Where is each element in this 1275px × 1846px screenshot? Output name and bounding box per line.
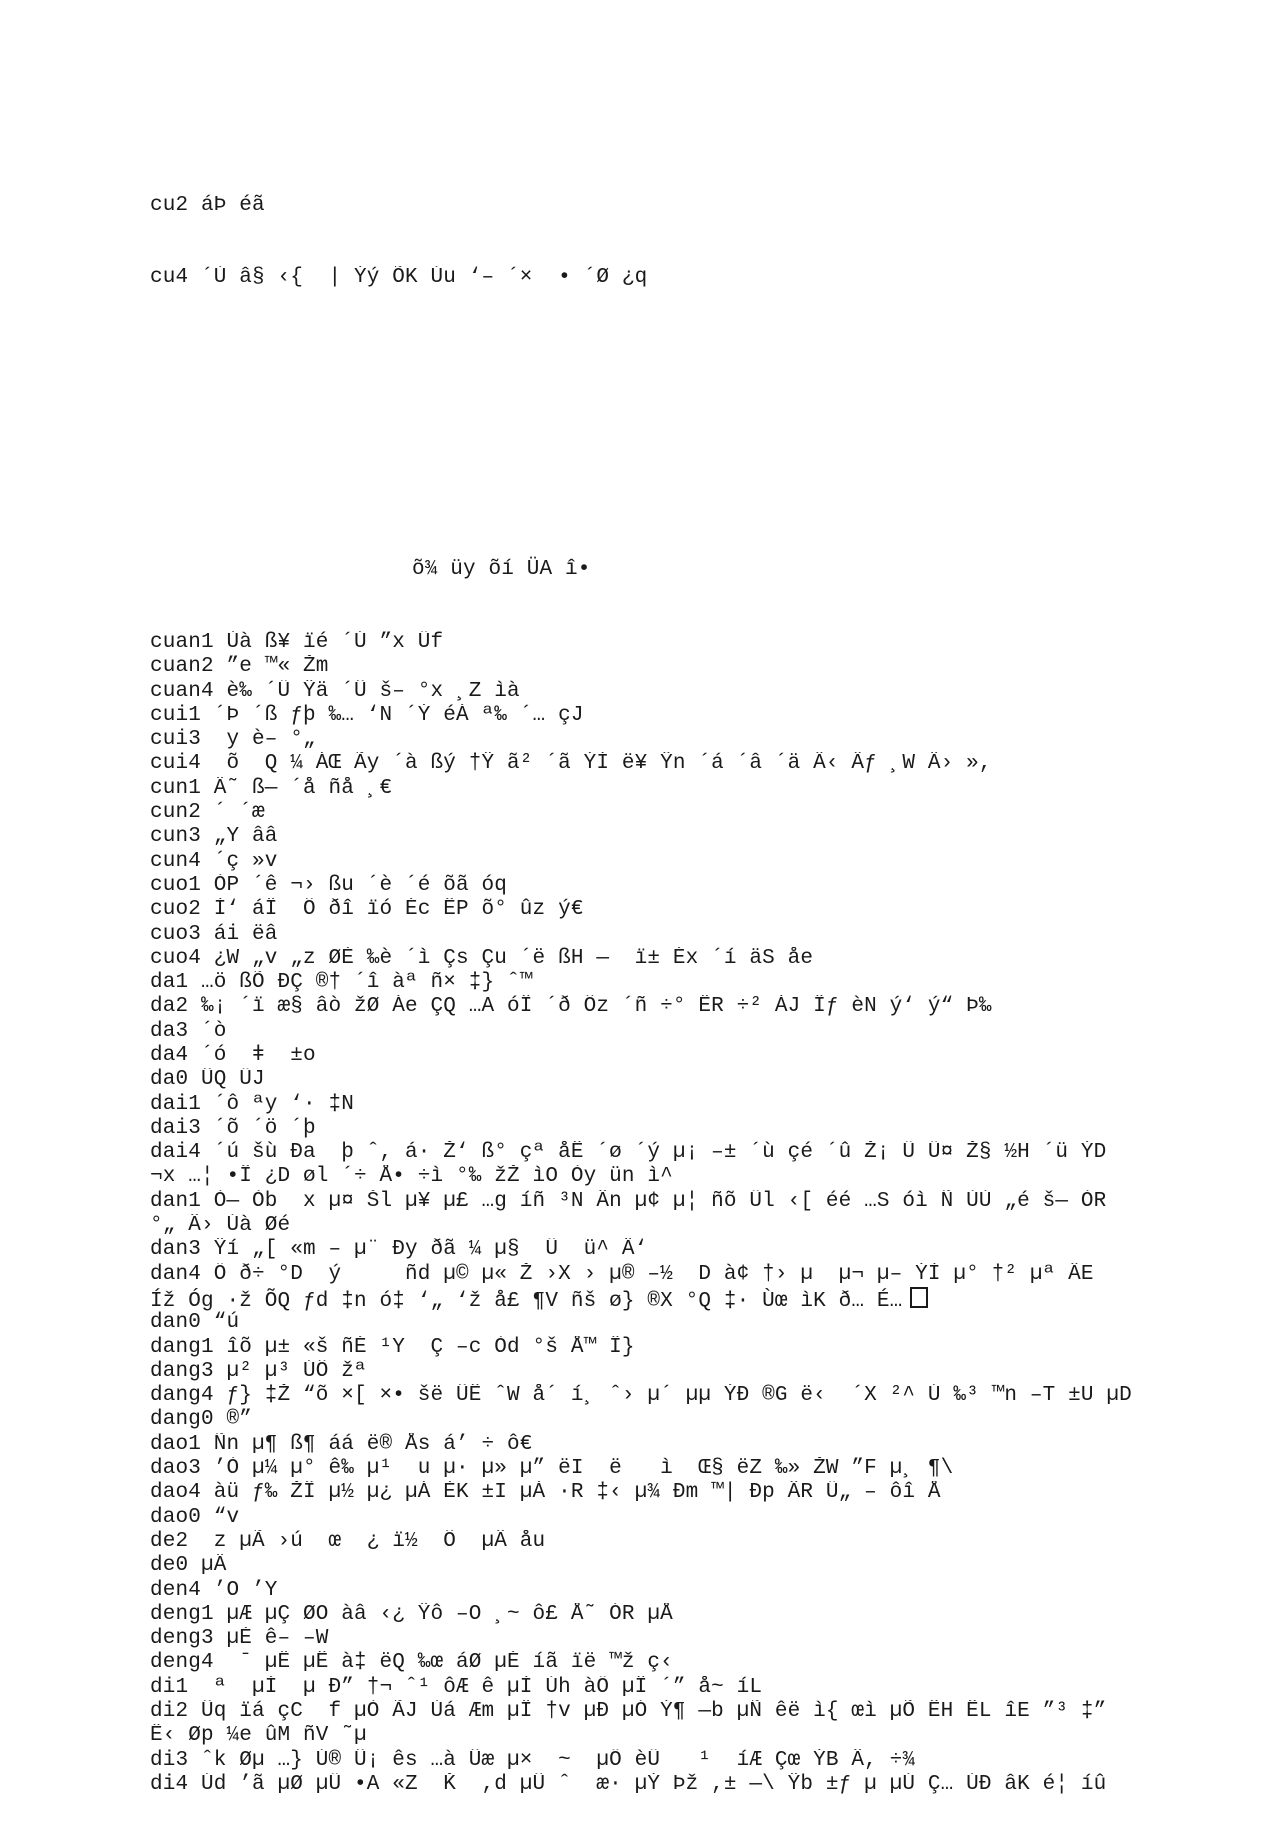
entry-line: di1 ª µÍ µ Ð” †¬ ˆ¹ ôÆ ê µÌ Úh àÖ µÎ ´” å~ íL (150, 1675, 763, 1699)
entry-line: dang1 îõ µ± «š ñÉ ¹Y Ç –c Òd °š Å™ Ï} (150, 1335, 635, 1359)
entry-line: dai3 ´õ ´ö ´þ (150, 1116, 316, 1140)
entry-line: dai1 ´ô ªy ‘· ‡N (150, 1092, 355, 1116)
blank-line (150, 485, 1210, 509)
entry-line: cui1 ´Þ ´ß ƒþ ‰… ‘N ´Ý éÁ ª‰ ´… çJ (150, 703, 584, 727)
blank-line (150, 412, 1210, 436)
entry-line: di4 Úd ’ã µØ µÜ •A «Z Ǩ ,d µÛ ˆ¯ æ· µÝ Þž ,± —\ Ÿb ±ƒ µ µÚ Ç… ÚÐ âK é¦ íû (150, 1772, 1107, 1796)
header-line-2: cu4 ´Ù â§ ‹{ ¯| Ýý ÕK Úu ‘– ´× ¯• ´Ø ¿q (150, 266, 648, 290)
entry-line: cun4 ´ç »v (150, 849, 278, 873)
entry-line: dang0 ®” (150, 1408, 253, 1432)
text-body (150, 145, 1210, 1846)
entry-line: dan4 Ö ð÷ °D ý ñd µ© µ« Ž ›X › µ® –½ ¯D à¢ †› µ¯ µ¬ µ– ÝÌ µ° †² µª ÄE (150, 1262, 1094, 1286)
entry-line: cun2 ´ ´æ (150, 801, 265, 825)
entry-line: cun1 Ä˜ ß— ´å ñå ¸€ (150, 776, 393, 800)
entry-line: deng3 µÈ ê– –W (150, 1627, 329, 1651)
entry-line: da0 ÛQ ÜJ (150, 1068, 265, 1092)
entry-line: cui4 õ ¯Q ¼ ÁŒ Ãy ´à ßý †Ÿ ã² ´ã ÝÍ ë¥ Ÿn ´á ´â ´ä Ä‹ Äƒ ¸W Ä› », (150, 752, 992, 776)
entry-line: cuan4 è‰ ´Ü Ÿä ´Û š– °x ¸Z ìà (150, 679, 520, 703)
entry-list (150, 631, 1210, 1797)
box-glyph-icon (910, 1287, 928, 1308)
entry-line: cuo4 ¿W „v „z ØÈ ‰è ´ì Çs Çu ´ë ßH — ï± Éx ´í äS åe (150, 946, 814, 970)
entry-line: Íž Óg ·ž ÕQ ƒd ‡n ó‡ ‘„ ‘ž å£ ¶V ñš ø} ®X °Q ‡· Ùœ ìK ð… É… (150, 1287, 1210, 1311)
entry-line: dai4 ´ú šù Ða þ ˆ, á· Ž‘ ß° çª åÊ ´ø ´ý µ¡ –± ´ù çé ´û Ž¡ Ü Ü¤ Ž§ ½H ´ü ÝD (150, 1141, 1107, 1165)
header-line-1: cu2 áÞ éã (150, 193, 265, 217)
entry-line: da2 ‰¡ ´ï æ§ âò žØ Áe ÇQ …A óÎ ´ð Ôz ´ñ ÷° ËR ÷² ÀJ Ïƒ èN ý‘ ý“ Þ‰ (150, 995, 992, 1019)
entry-line: Ë‹ Øp ¼e ûM ñV ˜µ (150, 1724, 367, 1748)
entry-line: de0 µÄ (150, 1554, 227, 1578)
entry-line: cuan2 ”e ™« Žm (150, 655, 329, 679)
entry-line: da1 …ö ßÕ ÐÇ ®† ´î àª ñ× ‡} ˆ™ (150, 971, 533, 995)
entry-line: dan0 “ú (150, 1311, 240, 1335)
entry-line: dao1 Ñn µ¶ ß¶ áá ë® Ås á’ ÷ ô€ (150, 1432, 533, 1456)
entry-line: dao3 ’Ò µ¼ µ° ê‰ µ¹ u µ· µ» µ” ëI ë ì Œ§ ëZ ‰» ŽW ”F µ¸ ¶\ (150, 1457, 954, 1481)
entry-line: °„ Â› Úà Øé (150, 1214, 291, 1238)
entry-line: cuan1 Ùà ß¥ ïé ´Ú ”x Üf (150, 630, 444, 654)
entry-line: de2 z µÃ ›ú œ ¿ ï½ Ô µÂ åu (150, 1529, 546, 1553)
entry-line: cuo1 ÒP ´ê ¬› ßu ´è ´é õã óq (150, 873, 508, 897)
entry-line: dang4 ƒ} ‡Ž “õ ×[ ×• šë ÛÊ ˆW å´ í¸ ˆ› µ´ µµ ÝÐ ®G ë‹ ´X ²^ Ú ‰³ ™n –T ±U µD (150, 1384, 1132, 1408)
entry-line: deng4 ˉ µË µÊ à‡ ëQ ‰œ áØ µÉ íã ïë ™ž ç‹ (150, 1651, 673, 1675)
entry-line: dao0 “v (150, 1505, 240, 1529)
entry-line: di2 Ûq ïá çC f µÒ ÃJ Ùá Æm µÏ †v µÐ µÓ Ý¶ —b µÑ êë ì{ œì µÕ ÊH ÊL îE ”³ ‡” (150, 1700, 1107, 1723)
entry-line: ¬x …¦ •Î ¿D øl ´÷ Å• ÷ì °‰ žŽ ìO Òy ün ì^ (150, 1165, 673, 1189)
entry-line: cui3 y è– °„ (150, 728, 316, 752)
entry-line: da4 ´ó ǂ ±o (150, 1043, 316, 1067)
entry-line: cuo3 ái ëâ (150, 922, 278, 946)
entry-line: dang3 µ² µ³ ÚÔ žª (150, 1359, 367, 1383)
entry-line: da3 ´ò (150, 1019, 227, 1043)
entry-line: dan3 Ÿí „[ «m – µ¨ Ðy ðã ¼ µ§ Ǘ ü^ Ä‘ (150, 1238, 648, 1262)
blank-line (150, 339, 1210, 363)
entry-line: di3 ˆk Øµ …} Ú® Û¡ ês …à Ûæ µ× ~ µÖ èÜ ¹ íÆ Çœ ÝB Â, ÷¾ (150, 1748, 916, 1772)
entry-line: dan1 Ò— Òb x µ¤ Šl µ¥ µ£ …g íñ ³N Ân µ¢ µ¦ ñõ Ül ‹[ éé …S óì Ñ ÙÙ „é š— ÒR (150, 1189, 1107, 1213)
entry-line: dao4 àü ƒ‰ ŽÎ µ½ µ¿ µÁ ÈK ±I µÀ ·R ‡‹ µ¾ Ðm ™| Ðp ÂR Ü„ – ôî Å (150, 1481, 941, 1505)
section-heading: õ¾ üy õí ÜA î• (412, 558, 591, 582)
entry-line: den4 ’O ’Y (150, 1578, 278, 1602)
entry-line: deng1 µÆ µÇ ØO àâ ‹¿ Ÿô –O ¸~ ô£ Å˜ ÓR µÅ (150, 1602, 673, 1626)
entry-line: cun3 „Y ââ (150, 825, 278, 849)
entry-line: cuo2 Ì‘ áÏ Ô ðî ïó Éc ÊP õ° ûz ý€ (150, 898, 584, 922)
